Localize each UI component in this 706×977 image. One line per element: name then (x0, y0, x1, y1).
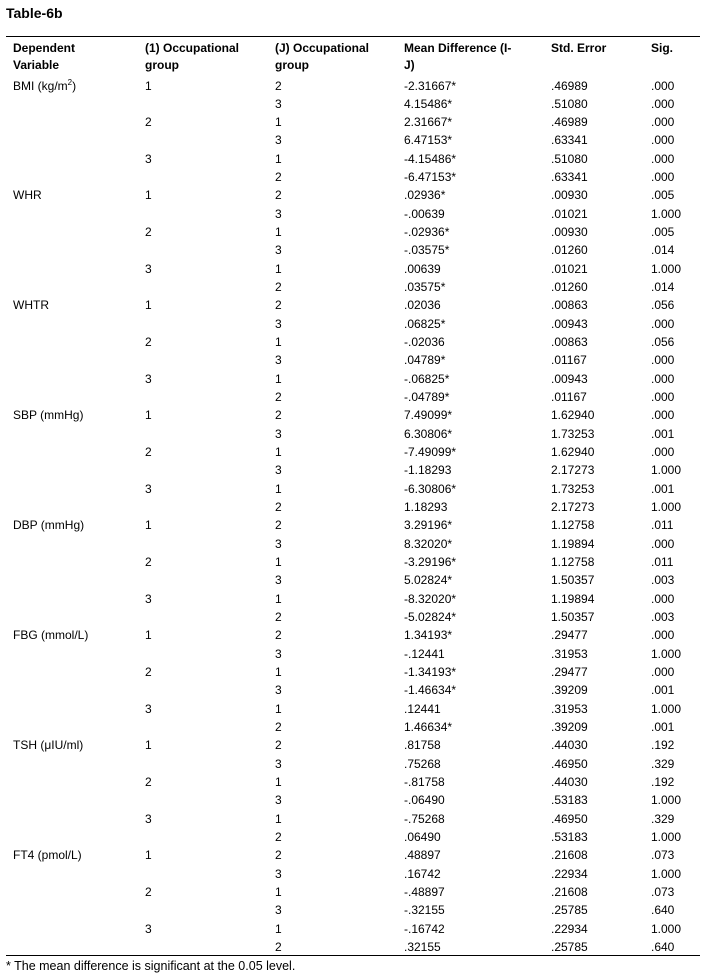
mean-difference-cell: -.04789* (404, 390, 450, 405)
i-group-cell: 3 (145, 701, 152, 716)
j-group-cell: 3 (275, 353, 282, 368)
table-row (0, 883, 706, 901)
j-group-cell: 3 (275, 206, 282, 221)
mean-difference-cell: 7.49099* (404, 408, 453, 423)
table-row (0, 645, 706, 663)
std-error-cell: .01021 (551, 261, 588, 276)
std-error-cell: .29477 (551, 628, 588, 643)
sig-cell: .000 (651, 665, 675, 680)
j-group-cell: 3 (275, 683, 282, 698)
mean-difference-cell: .02036 (404, 298, 441, 313)
mean-difference-cell: .48897 (404, 848, 441, 863)
std-error-cell: 1.73253 (551, 481, 595, 496)
j-group-cell: 3 (275, 866, 282, 881)
std-error-cell: .51080 (551, 96, 588, 111)
table-row (0, 205, 706, 223)
sig-cell: .003 (651, 573, 675, 588)
j-group-cell: 3 (275, 756, 282, 771)
table-row (0, 901, 706, 919)
table-row (0, 296, 706, 314)
sig-cell: .000 (651, 96, 675, 111)
j-group-cell: 1 (275, 115, 282, 130)
std-error-cell: .29477 (551, 665, 588, 680)
table-row (0, 351, 706, 369)
dependent-variable-cell: BMI $(kg/m^2)$ (13, 77, 77, 93)
std-error-cell: 1.12758 (551, 518, 595, 533)
table-row (0, 223, 706, 241)
mean-difference-cell: 5.02824* (404, 573, 453, 588)
i-group-cell: 2 (145, 665, 152, 680)
mean-difference-cell: -.32155 (404, 903, 445, 918)
j-group-cell: 3 (275, 133, 282, 148)
table-row (0, 168, 706, 186)
j-group-cell: 3 (275, 536, 282, 551)
table-row (0, 406, 706, 424)
table-row (0, 315, 706, 333)
table-row (0, 828, 706, 846)
std-error-cell: .25785 (551, 940, 588, 954)
header-i-group: (1) Occupational group (145, 41, 240, 72)
std-error-cell: 1.62940 (551, 445, 595, 460)
sig-cell: 1.000 (651, 261, 682, 276)
table-row (0, 516, 706, 534)
table-row (0, 498, 706, 516)
table-row (0, 810, 706, 828)
i-group-cell: 3 (145, 811, 152, 826)
j-group-cell: 2 (275, 500, 282, 515)
mean-difference-cell: -2.31667* (404, 78, 457, 93)
header-mean-difference: Mean Difference (I-J) (404, 41, 512, 72)
j-group-cell: 2 (275, 390, 282, 405)
mean-difference-cell: -1.34193* (404, 665, 457, 680)
mean-difference-cell: -6.47153* (404, 170, 457, 185)
std-error-cell: .44030 (551, 775, 588, 790)
i-group-cell: 1 (145, 298, 152, 313)
i-group-cell: 1 (145, 408, 152, 423)
sig-cell: 1.000 (651, 793, 682, 808)
std-error-cell: 1.19894 (551, 591, 595, 606)
j-group-cell: 2 (275, 518, 282, 533)
footnote: * The mean difference is significant at the 0.05 level. (6, 959, 296, 973)
table-row (0, 700, 706, 718)
sig-cell: 1.000 (651, 866, 682, 881)
mean-difference-cell: .04789* (404, 353, 446, 368)
mean-difference-cell: .75268 (404, 756, 441, 771)
j-group-cell: 2 (275, 940, 282, 954)
sig-cell: 1.000 (651, 921, 682, 936)
i-group-cell: 3 (145, 591, 152, 606)
table-row (0, 736, 706, 754)
mean-difference-cell: .81758 (404, 738, 441, 753)
dependent-variable-cell: FBG (mmol/L) (13, 628, 89, 643)
j-group-cell: 3 (275, 463, 282, 478)
std-error-cell: .01021 (551, 206, 588, 221)
sig-cell: .001 (651, 720, 675, 735)
j-group-cell: 1 (275, 701, 282, 716)
j-group-cell: 2 (275, 720, 282, 735)
std-error-cell: .44030 (551, 738, 588, 753)
table-row (0, 186, 706, 204)
std-error-cell: .63341 (551, 133, 588, 148)
mean-difference-cell: -.12441 (404, 646, 445, 661)
sig-cell: .000 (651, 78, 675, 93)
j-group-cell: 1 (275, 775, 282, 790)
mean-difference-cell: -.02036 (404, 335, 445, 350)
mean-difference-cell: .06825* (404, 316, 446, 331)
mean-difference-cell: -.16742 (404, 921, 445, 936)
header-dependent-variable: Dependent Variable (13, 41, 76, 72)
j-group-cell: 1 (275, 261, 282, 276)
std-error-cell: .00943 (551, 316, 588, 331)
table-row (0, 773, 706, 791)
mean-difference-cell: -.81758 (404, 775, 445, 790)
j-group-cell: 2 (275, 78, 282, 93)
j-group-cell: 3 (275, 903, 282, 918)
sig-cell: 1.000 (651, 701, 682, 716)
mean-difference-cell: -.06825* (404, 371, 450, 386)
std-error-cell: 1.73253 (551, 426, 595, 441)
sig-cell: .000 (651, 390, 675, 405)
i-group-cell: 1 (145, 848, 152, 863)
i-group-cell: 3 (145, 371, 152, 386)
std-error-cell: .01260 (551, 280, 588, 295)
table-row (0, 480, 706, 498)
j-group-cell: 3 (275, 426, 282, 441)
std-error-cell: .53183 (551, 830, 588, 845)
sig-cell: .014 (651, 280, 675, 295)
sig-cell: .192 (651, 738, 675, 753)
sig-cell: .014 (651, 243, 675, 258)
std-error-cell: .00863 (551, 335, 588, 350)
header-sig: Sig. (651, 41, 674, 55)
i-group-cell: 3 (145, 151, 152, 166)
std-error-cell: .46989 (551, 115, 588, 130)
j-group-cell: 2 (275, 738, 282, 753)
mean-difference-cell: -.03575* (404, 243, 450, 258)
std-error-cell: .22934 (551, 866, 588, 881)
dependent-variable-cell: WHR (13, 188, 42, 203)
i-group-cell: 2 (145, 115, 152, 130)
mean-difference-cell: 1.34193* (404, 628, 453, 643)
std-error-cell: .31953 (551, 701, 588, 716)
sig-cell: .056 (651, 335, 675, 350)
sig-cell: .073 (651, 885, 675, 900)
j-group-cell: 1 (275, 371, 282, 386)
mean-difference-cell: .03575* (404, 280, 446, 295)
dependent-variable-cell: SBP (mmHg) (13, 408, 84, 423)
sig-cell: .001 (651, 683, 675, 698)
j-group-cell: 1 (275, 885, 282, 900)
j-group-cell: 2 (275, 170, 282, 185)
table-row (0, 718, 706, 736)
j-group-cell: 1 (275, 481, 282, 496)
mean-difference-cell: .12441 (404, 701, 441, 716)
sig-cell: .329 (651, 811, 675, 826)
j-group-cell: 1 (275, 591, 282, 606)
table-row (0, 370, 706, 388)
std-error-cell: .25785 (551, 903, 588, 918)
sig-cell: .000 (651, 628, 675, 643)
sig-cell: .000 (651, 133, 675, 148)
sig-cell: 1.000 (651, 830, 682, 845)
mean-difference-cell: .32155 (404, 940, 441, 954)
sig-cell: 1.000 (651, 500, 682, 515)
mean-difference-cell: -4.15486* (404, 151, 457, 166)
mean-difference-cell: 2.31667* (404, 115, 453, 130)
sig-cell: .640 (651, 903, 675, 918)
mean-difference-cell: -8.32020* (404, 591, 457, 606)
table-row (0, 608, 706, 626)
table-top-rule (6, 36, 700, 37)
sig-cell: .192 (651, 775, 675, 790)
mean-difference-cell: 6.47153* (404, 133, 453, 148)
table-row (0, 535, 706, 553)
sig-cell: .000 (651, 371, 675, 386)
sig-cell: 1.000 (651, 206, 682, 221)
mean-difference-cell: 8.32020* (404, 536, 453, 551)
mean-difference-cell: .02936* (404, 188, 446, 203)
std-error-cell: .01260 (551, 243, 588, 258)
sig-cell: .000 (651, 408, 675, 423)
mean-difference-cell: -1.18293 (404, 463, 452, 478)
i-group-cell: 1 (145, 78, 152, 93)
std-error-cell: .31953 (551, 646, 588, 661)
j-group-cell: 1 (275, 555, 282, 570)
j-group-cell: 2 (275, 298, 282, 313)
std-error-cell: 1.50357 (551, 610, 595, 625)
sig-cell: .005 (651, 188, 675, 203)
std-error-cell: 1.50357 (551, 573, 595, 588)
mean-difference-cell: 1.18293 (404, 500, 448, 515)
j-group-cell: 2 (275, 188, 282, 203)
table-row (0, 681, 706, 699)
i-group-cell: 1 (145, 188, 152, 203)
i-group-cell: 3 (145, 481, 152, 496)
mean-difference-cell: -5.02824* (404, 610, 457, 625)
table-row (0, 113, 706, 131)
sig-cell: .011 (651, 555, 674, 570)
table-row (0, 571, 706, 589)
dependent-variable-cell: TSH (μIU/ml) (13, 738, 84, 753)
j-group-cell: 1 (275, 225, 282, 240)
mean-difference-cell: 1.46634* (404, 720, 453, 735)
std-error-cell: .21608 (551, 848, 588, 863)
mean-difference-cell: -.00639 (404, 206, 445, 221)
std-error-cell: .00930 (551, 188, 588, 203)
dependent-variable-cell: FT4 (pmol/L) (13, 848, 82, 863)
mean-difference-cell: 4.15486* (404, 96, 453, 111)
table-row (0, 131, 706, 149)
std-error-cell: 1.62940 (551, 408, 595, 423)
table-row (0, 260, 706, 278)
sig-cell: .005 (651, 225, 675, 240)
table-row (0, 791, 706, 809)
std-error-cell: .01167 (551, 353, 587, 368)
std-error-cell: .00930 (551, 225, 588, 240)
i-group-cell: 3 (145, 921, 152, 936)
table-row (0, 425, 706, 443)
std-error-cell: 2.17273 (551, 500, 595, 515)
sig-cell: .000 (651, 353, 675, 368)
i-group-cell: 3 (145, 261, 152, 276)
std-error-cell: 2.17273 (551, 463, 595, 478)
j-group-cell: 2 (275, 280, 282, 295)
mean-difference-cell: -.06490 (404, 793, 445, 808)
std-error-cell: .22934 (551, 921, 588, 936)
table-row (0, 333, 706, 351)
std-error-cell: .51080 (551, 151, 588, 166)
mean-difference-cell: .00639 (404, 261, 441, 276)
sig-cell: .073 (651, 848, 675, 863)
header-j-group: (J) Occupational group (275, 41, 370, 72)
std-error-cell: .53183 (551, 793, 588, 808)
i-group-cell: 2 (145, 225, 152, 240)
std-error-cell: .63341 (551, 170, 588, 185)
table-row (0, 846, 706, 864)
table-row (0, 150, 706, 168)
std-error-cell: 1.12758 (551, 555, 595, 570)
table-row (0, 590, 706, 608)
table-row (0, 663, 706, 681)
std-error-cell: 1.19894 (551, 536, 595, 551)
table-row (0, 938, 706, 956)
sig-cell: .000 (651, 170, 675, 185)
j-group-cell: 1 (275, 921, 282, 936)
sig-cell: 1.000 (651, 463, 682, 478)
table-row (0, 241, 706, 259)
j-group-cell: 1 (275, 151, 282, 166)
sig-cell: .001 (651, 481, 675, 496)
table-row (0, 388, 706, 406)
header-std-error: Std. Error (551, 41, 607, 55)
mean-difference-cell: .16742 (404, 866, 441, 881)
sig-cell: .329 (651, 756, 675, 771)
j-group-cell: 3 (275, 573, 282, 588)
j-group-cell: 2 (275, 628, 282, 643)
i-group-cell: 2 (145, 885, 152, 900)
i-group-cell: 2 (145, 335, 152, 350)
j-group-cell: 3 (275, 96, 282, 111)
i-group-cell: 1 (145, 628, 152, 643)
sig-cell: .000 (651, 445, 675, 460)
j-group-cell: 1 (275, 665, 282, 680)
i-group-cell: 1 (145, 518, 152, 533)
sig-cell: .000 (651, 591, 675, 606)
j-group-cell: 3 (275, 243, 282, 258)
std-error-cell: .01167 (551, 390, 587, 405)
j-group-cell: 2 (275, 830, 282, 845)
table-row (0, 461, 706, 479)
table-row (0, 755, 706, 773)
table-bottom-rule (6, 955, 700, 956)
table-row (0, 278, 706, 296)
dependent-variable-cell: WHTR (13, 298, 49, 313)
std-error-cell: .39209 (551, 720, 588, 735)
std-error-cell: .46950 (551, 811, 588, 826)
j-group-cell: 1 (275, 335, 282, 350)
sig-cell: .000 (651, 536, 675, 551)
mean-difference-cell: .06490 (404, 830, 441, 845)
mean-difference-cell: -1.46634* (404, 683, 457, 698)
mean-difference-cell: -3.29196* (404, 555, 457, 570)
j-group-cell: 1 (275, 445, 282, 460)
mean-difference-cell: -.48897 (404, 885, 445, 900)
mean-difference-cell: 3.29196* (404, 518, 453, 533)
mean-difference-cell: -.75268 (404, 811, 445, 826)
sig-cell: .003 (651, 610, 675, 625)
table-row (0, 553, 706, 571)
dependent-variable-cell: DBP (mmHg) (13, 518, 85, 533)
std-error-cell: .00863 (551, 298, 588, 313)
mean-difference-cell: 6.30806* (404, 426, 453, 441)
i-group-cell: 1 (145, 738, 152, 753)
sig-cell: 1.000 (651, 646, 682, 661)
mean-difference-cell: -7.49099* (404, 445, 457, 460)
table-row (0, 626, 706, 644)
std-error-cell: .46950 (551, 756, 588, 771)
table-row (0, 77, 706, 95)
std-error-cell: .00943 (551, 371, 588, 386)
table-row (0, 920, 706, 938)
sig-cell: .001 (651, 426, 675, 441)
sig-cell: .056 (651, 298, 675, 313)
std-error-cell: .46989 (551, 78, 588, 93)
std-error-cell: .39209 (551, 683, 588, 698)
sig-cell: .640 (651, 940, 675, 954)
table-title: Table-6b (6, 5, 63, 21)
table-row (0, 95, 706, 113)
j-group-cell: 3 (275, 646, 282, 661)
table-row (0, 865, 706, 883)
mean-difference-cell: -6.30806* (404, 481, 457, 496)
j-group-cell: 1 (275, 811, 282, 826)
j-group-cell: 3 (275, 793, 282, 808)
std-error-cell: .21608 (551, 885, 588, 900)
i-group-cell: 2 (145, 775, 152, 790)
i-group-cell: 2 (145, 445, 152, 460)
sig-cell: .011 (651, 518, 674, 533)
table-row (0, 443, 706, 461)
j-group-cell: 2 (275, 610, 282, 625)
j-group-cell: 2 (275, 408, 282, 423)
sig-cell: .000 (651, 115, 675, 130)
sig-cell: .000 (651, 316, 675, 331)
sig-cell: .000 (651, 151, 675, 166)
i-group-cell: 2 (145, 555, 152, 570)
j-group-cell: 2 (275, 848, 282, 863)
mean-difference-cell: -.02936* (404, 225, 450, 240)
j-group-cell: 3 (275, 316, 282, 331)
